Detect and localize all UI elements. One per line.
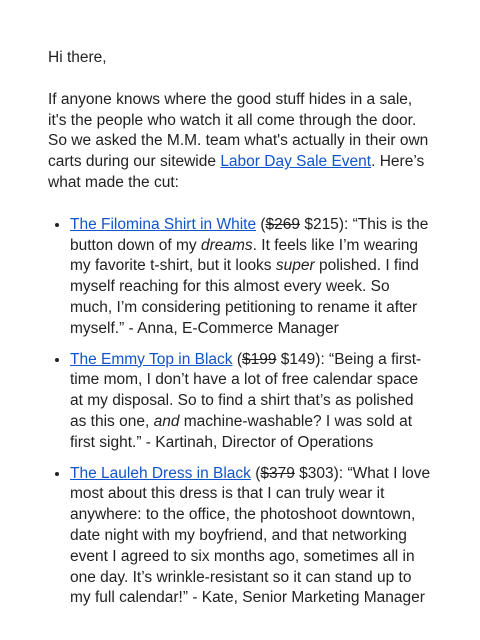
- quote-text: machine-washable? I was sold at first sight.” - Kartinah, Director of Operations: [70, 412, 413, 451]
- list-item: [70, 350, 432, 454]
- sale-price: $149: [276, 350, 316, 368]
- labor-day-sale-link[interactable]: Labor Day Sale Event: [220, 153, 372, 171]
- quote-emphasis: dreams: [200, 236, 253, 254]
- quote-text: polished. I find myself reaching for this almost every week. So much, I’m considering petitioning to rename it after myself.” - Anna, E-Commerce Manager: [70, 257, 419, 337]
- quote-text: ): “This is the button down of my: [70, 215, 429, 254]
- list-item: [70, 215, 432, 340]
- price-open: (: [256, 215, 266, 233]
- product-link-emmy[interactable]: The Emmy Top in Black: [70, 350, 233, 368]
- sale-price: $303: [294, 464, 334, 482]
- staff-picks-list: [48, 215, 432, 609]
- quote-emphasis: and: [153, 412, 180, 430]
- intro-text-end: . Here’s what made the cut:: [48, 153, 425, 191]
- list-item: [70, 464, 432, 610]
- email-body: [48, 48, 432, 619]
- price-open: (: [232, 350, 242, 368]
- quote-text: ): “What I love most about this dress is that I can truly wear it anywhere: to the office, the photoshoot downtown, date night with my boyfriend, and that networking event I agreed to six months ago, sometimes all in one day. It’s wrinkle-resistant so it can stand up to my full calendar!” - Kate, Senior Marketing Manager: [70, 464, 431, 607]
- greeting: Hi there,: [48, 49, 107, 66]
- intro-text: If anyone knows where the good stuff hides in a sale, it's the people who watch it all come through the door. So we asked the M.M. team what's actually in their own carts during our sitewide: [48, 90, 429, 171]
- product-link-lauleh[interactable]: The Lauleh Dress in Black: [70, 464, 251, 482]
- product-link-filomina[interactable]: The Filomina Shirt in White: [70, 215, 257, 233]
- old-price: $379: [260, 464, 295, 482]
- intro-paragraph: [48, 90, 432, 194]
- old-price: $269: [265, 215, 301, 233]
- quote-text: ): “Being a first-time mom, I don’t have a lot of free calendar space at my disposal. So to find a shirt that’s as polished as this one,: [70, 350, 422, 430]
- old-price: $199: [242, 350, 277, 368]
- quote-emphasis: super: [275, 257, 315, 275]
- price-open: (: [250, 464, 261, 482]
- sale-price: $215: [300, 215, 339, 233]
- quote-text: . It feels like I’m wearing my favorite t-shirt, but it looks: [70, 236, 419, 275]
